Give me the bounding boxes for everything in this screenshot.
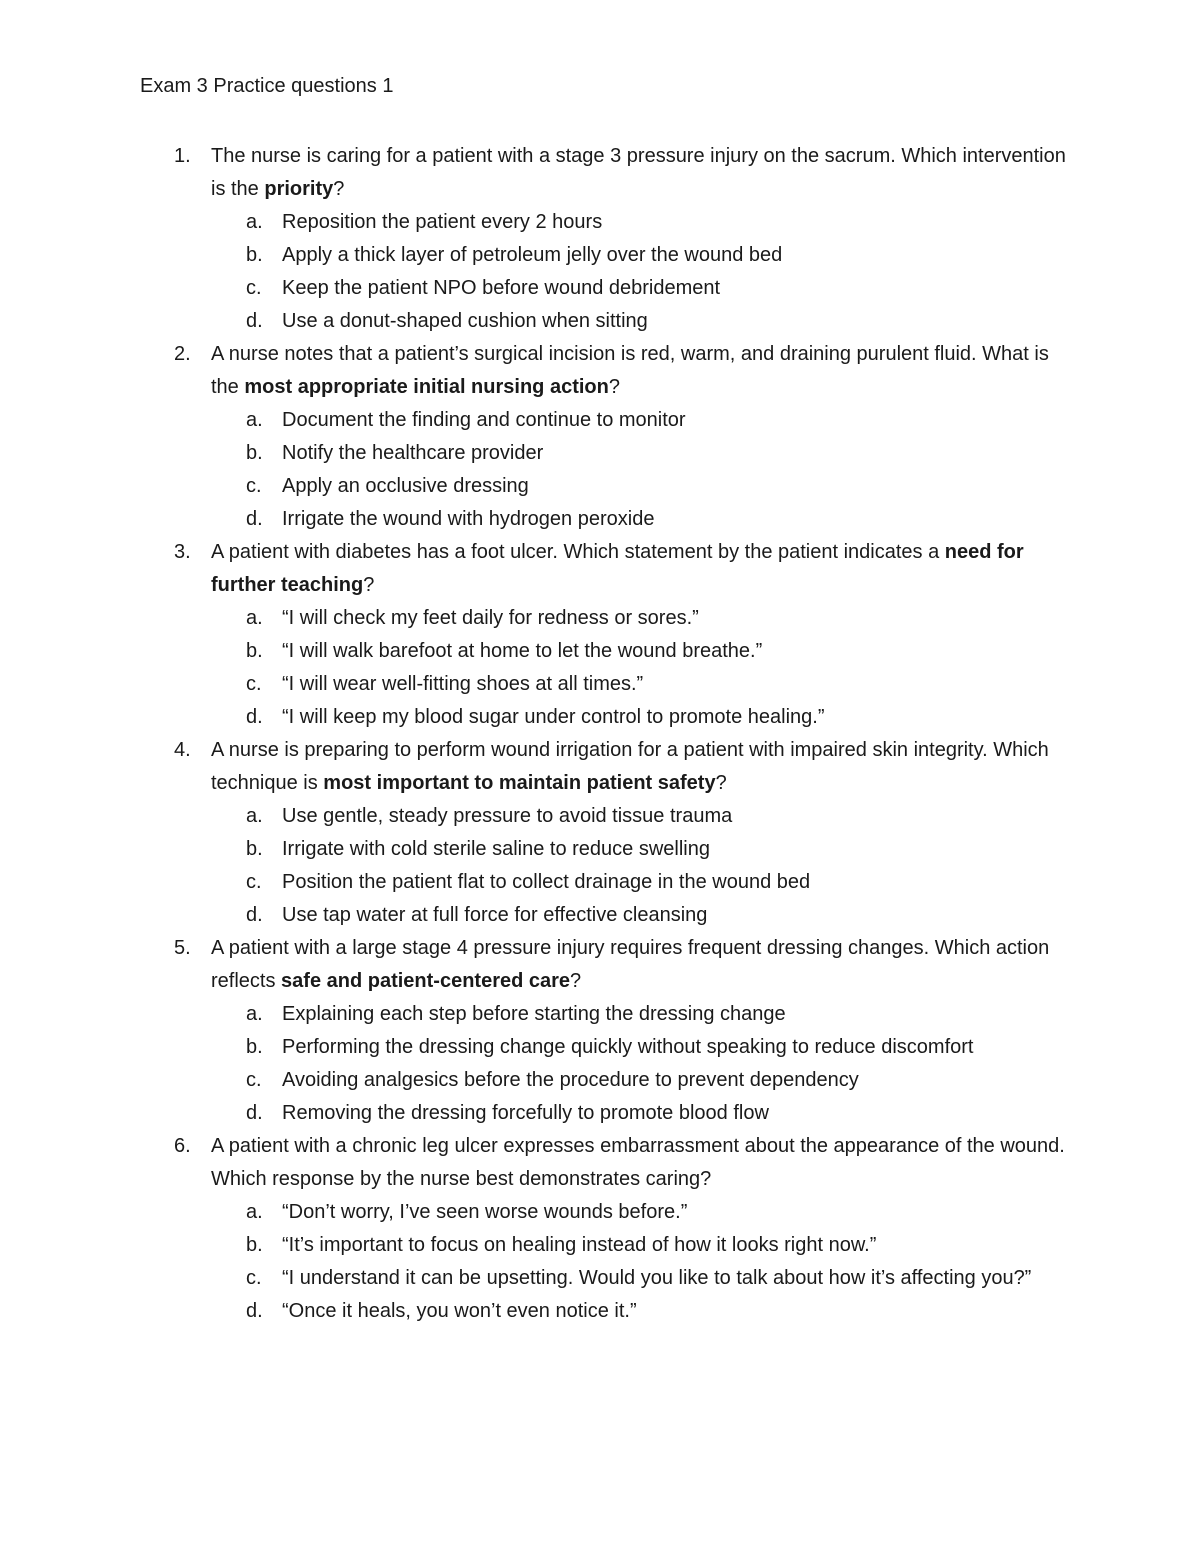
question-item [0, 734, 1200, 932]
question-number: 5. [174, 937, 191, 959]
option-letter: a. [246, 1003, 263, 1025]
option-letter: d. [246, 310, 263, 332]
option-text: “I understand it can be upsetting. Would you like to talk about how it’s affecting you?” [282, 1267, 1032, 1289]
option-letter: c. [246, 1069, 262, 1091]
option-text: “I will keep my blood sugar under control to promote healing.” [282, 706, 825, 728]
option-text: Removing the dressing forcefully to promote blood flow [282, 1102, 769, 1124]
question-item [0, 932, 1200, 1130]
question-text: A nurse is preparing to perform wound irrigation for a patient with impaired skin integrity. Which technique is [211, 739, 1049, 794]
answer-option [0, 272, 1200, 305]
option-letter: c. [246, 1267, 262, 1289]
question-number: 2. [174, 343, 191, 365]
question-text: A patient with a large stage 4 pressure injury requires frequent dressing changes. Which action reflects [211, 937, 1050, 992]
answer-option [0, 305, 1200, 338]
question-number: 1. [174, 145, 191, 167]
question-item [0, 140, 1200, 338]
answer-option [0, 899, 1200, 932]
option-letter: d. [246, 1102, 263, 1124]
answer-option [0, 1229, 1200, 1262]
question-text: ? [715, 772, 727, 794]
option-text: “Don’t worry, I’ve seen worse wounds before.” [282, 1201, 688, 1223]
option-letter: b. [246, 838, 263, 860]
option-text: Explaining each step before starting the dressing change [282, 1003, 786, 1025]
answer-option [0, 1097, 1200, 1130]
option-text: “I will walk barefoot at home to let the wound breathe.” [282, 640, 763, 662]
option-letter: d. [246, 706, 263, 728]
answer-option [0, 866, 1200, 899]
option-list [0, 602, 1200, 734]
option-letter: a. [246, 211, 263, 233]
question-emphasis: need for further teaching [211, 541, 1024, 596]
question-text: ? [333, 178, 345, 200]
option-list [0, 1196, 1200, 1328]
question-stem [211, 734, 1066, 800]
option-text: Irrigate with cold sterile saline to reduce swelling [282, 838, 710, 860]
option-text: Reposition the patient every 2 hours [282, 211, 603, 233]
answer-option [0, 1196, 1200, 1229]
question-text: A patient with a chronic leg ulcer expresses embarrassment about the appearance of the wound. Which response by the nurse best demonstrates caring? [211, 1135, 1065, 1190]
question-text: ? [608, 376, 620, 398]
answer-option [0, 833, 1200, 866]
option-letter: d. [246, 508, 263, 530]
option-text: “I will wear well-fitting shoes at all times.” [282, 673, 644, 695]
question-text: The nurse is caring for a patient with a stage 3 pressure injury on the sacrum. Which intervention is the [211, 145, 1066, 200]
option-text: Apply an occlusive dressing [282, 475, 529, 497]
answer-option [0, 206, 1200, 239]
document-title: Exam 3 Practice questions 1 [140, 75, 394, 97]
option-letter: a. [246, 607, 263, 629]
answer-option [0, 437, 1200, 470]
option-list [0, 404, 1200, 536]
option-text: Position the patient flat to collect drainage in the wound bed [282, 871, 811, 893]
option-text: Apply a thick layer of petroleum jelly over the wound bed [282, 244, 783, 266]
option-letter: d. [246, 904, 263, 926]
option-letter: a. [246, 409, 263, 431]
answer-option [0, 1064, 1200, 1097]
question-text: A nurse notes that a patient’s surgical incision is red, warm, and draining purulent fluid. What is the [211, 343, 1049, 398]
answer-option [0, 239, 1200, 272]
question-text: A patient with diabetes has a foot ulcer. Which statement by the patient indicates a [211, 541, 945, 563]
answer-option [0, 1262, 1200, 1295]
answer-option [0, 668, 1200, 701]
option-text: Use a donut-shaped cushion when sitting [282, 310, 648, 332]
question-item [0, 536, 1200, 734]
option-letter: a. [246, 805, 263, 827]
question-text: ? [570, 970, 582, 992]
option-list [0, 206, 1200, 338]
question-emphasis: safe and patient-centered care [281, 970, 571, 992]
answer-option [0, 404, 1200, 437]
question-number: 6. [174, 1135, 191, 1157]
option-text: Document the finding and continue to monitor [282, 409, 686, 431]
answer-option [0, 635, 1200, 668]
question-number: 3. [174, 541, 191, 563]
question-item [0, 1130, 1200, 1328]
answer-option [0, 998, 1200, 1031]
option-letter: c. [246, 871, 262, 893]
option-text: Use tap water at full force for effective cleansing [282, 904, 708, 926]
answer-option [0, 701, 1200, 734]
question-number: 4. [174, 739, 191, 761]
option-list [0, 998, 1200, 1130]
question-emphasis: most appropriate initial nursing action [244, 376, 609, 398]
option-text: “Once it heals, you won’t even notice it.” [282, 1300, 637, 1322]
question-item [0, 338, 1200, 536]
option-letter: c. [246, 277, 262, 299]
option-letter: b. [246, 244, 263, 266]
option-text: “It’s important to focus on healing instead of how it looks right now.” [282, 1234, 877, 1256]
answer-option [0, 1295, 1200, 1328]
option-text: Irrigate the wound with hydrogen peroxide [282, 508, 655, 530]
option-text: Avoiding analgesics before the procedure to prevent dependency [282, 1069, 859, 1091]
answer-option [0, 800, 1200, 833]
answer-option [0, 1031, 1200, 1064]
option-letter: b. [246, 640, 263, 662]
answer-option [0, 602, 1200, 635]
question-stem [211, 536, 1066, 602]
question-stem [211, 140, 1066, 206]
option-letter: c. [246, 673, 262, 695]
option-text: Use gentle, steady pressure to avoid tissue trauma [282, 805, 733, 827]
option-letter: a. [246, 1201, 263, 1223]
question-stem [211, 932, 1066, 998]
option-text: “I will check my feet daily for redness or sores.” [282, 607, 699, 629]
answer-option [0, 470, 1200, 503]
question-list [0, 140, 1200, 1328]
question-text: ? [363, 574, 375, 596]
option-letter: b. [246, 1036, 263, 1058]
option-text: Notify the healthcare provider [282, 442, 544, 464]
option-text: Keep the patient NPO before wound debridement [282, 277, 721, 299]
option-letter: c. [246, 475, 262, 497]
question-emphasis: most important to maintain patient safety [323, 772, 716, 794]
option-letter: b. [246, 442, 263, 464]
option-text: Performing the dressing change quickly without speaking to reduce discomfort [282, 1036, 974, 1058]
option-letter: b. [246, 1234, 263, 1256]
option-letter: d. [246, 1300, 263, 1322]
question-stem [211, 338, 1066, 404]
question-stem [211, 1130, 1066, 1196]
option-list [0, 800, 1200, 932]
answer-option [0, 503, 1200, 536]
question-emphasis: priority [264, 178, 334, 200]
